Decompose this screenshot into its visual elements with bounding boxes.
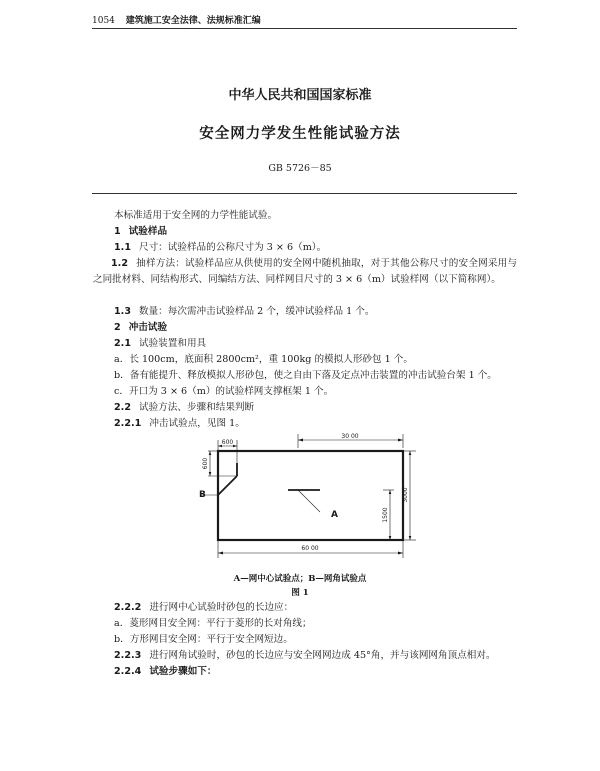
clause-text: 进行网角试验时，砂包的长边应与安全网网边成 45°角，并与该网网角顶点相对。 bbox=[149, 650, 496, 661]
clause-2-2-4 bbox=[114, 664, 216, 680]
arrow-head bbox=[209, 451, 212, 455]
arrow-head bbox=[218, 552, 223, 555]
section-number: 2 bbox=[114, 322, 121, 333]
clause-number: 2.2 bbox=[114, 402, 131, 413]
clause-number: 2.2.1 bbox=[114, 418, 142, 429]
clause-2-2-1 bbox=[114, 416, 245, 432]
section-title: 冲击试验 bbox=[128, 322, 168, 333]
figure-caption: A—网中心试验点；B—网角试验点 bbox=[233, 574, 367, 584]
section-number: 1 bbox=[114, 226, 121, 237]
page-number: 1054 bbox=[92, 16, 115, 26]
clause-text: 试验步骤如下： bbox=[149, 666, 217, 677]
section-1-heading bbox=[114, 224, 167, 240]
dim-label-bottom-width: 60 00 bbox=[301, 545, 319, 552]
title-rule bbox=[92, 193, 517, 194]
list-item-a: a．长 100cm，底面积 2800cm²，重 100kg 的模拟人形砂包 1 个。 bbox=[114, 354, 413, 365]
list-item-a2: a．菱形网目安全网：平行于菱形的长对角线； bbox=[114, 618, 312, 629]
book-title: 建筑施工安全法律、法规标准汇编 bbox=[125, 16, 261, 26]
clause-number: 1.2 bbox=[111, 258, 128, 269]
clause-text: 试验方法、步骤和结果判断 bbox=[139, 402, 255, 413]
clause-number: 2.2.4 bbox=[114, 666, 142, 677]
header-rule bbox=[92, 28, 517, 29]
clause-text: 试验装置和用具 bbox=[139, 338, 207, 349]
list-item-b: b．备有能提升、释放模拟人形砂包，使之自由下落及定点冲击装置的冲击试验台架 1 个。 bbox=[114, 370, 497, 381]
dim-label-height-total: 3000 bbox=[402, 487, 409, 503]
clause-number: 1.1 bbox=[114, 242, 131, 253]
arrow-head bbox=[409, 536, 412, 540]
arrow-head bbox=[389, 490, 392, 494]
figure-title: 图 1 bbox=[291, 588, 309, 598]
clause-text: 尺寸：试验样品的公称尺寸为 3 × 6（m）。 bbox=[139, 242, 327, 253]
clause-1-3 bbox=[114, 304, 374, 320]
clause-number: 2.2.2 bbox=[114, 602, 142, 613]
standard-code: GB 5726－85 bbox=[268, 163, 332, 174]
clause-2-2-2 bbox=[114, 600, 293, 616]
clause-1-2 bbox=[93, 256, 517, 288]
clause-2-2-3 bbox=[114, 648, 496, 664]
clause-2-1 bbox=[114, 336, 206, 352]
clause-number: 1.3 bbox=[114, 306, 131, 317]
arrow-head bbox=[209, 472, 212, 476]
standard-heading: 中华人民共和国国家标准 bbox=[228, 88, 372, 103]
arrow-head bbox=[409, 451, 412, 455]
dim-label-height-half: 1500 bbox=[382, 507, 389, 523]
clause-number: 2.1 bbox=[114, 338, 131, 349]
clause-text: 冲击试验点，见图 1。 bbox=[149, 418, 245, 429]
clause-text: 抽样方法：试验样品应从供使用的安全网中随机抽取，对于其他公称尺寸的安全网采用与之同批材料、同结构形式、同编结方法、同样网目尺寸的 3 × 6（m）试验样网（以下简称网）。 bbox=[93, 258, 517, 285]
clause-1-1 bbox=[114, 240, 326, 256]
running-header bbox=[92, 13, 261, 26]
arrow-head bbox=[233, 445, 237, 448]
list-item-b2: b．方形网目安全网：平行于安全网短边。 bbox=[114, 634, 293, 645]
clause-text: 进行网中心试验时砂包的长边应： bbox=[149, 602, 294, 613]
clause-2-2 bbox=[114, 400, 254, 416]
list-item-c: c．开口为 3 × 6（m）的试验样网支撑框架 1 个。 bbox=[114, 386, 334, 397]
dim-label-top-width: 30 00 bbox=[341, 433, 359, 440]
section-2-heading bbox=[114, 320, 167, 336]
figure-1-diagram bbox=[180, 432, 420, 572]
dim-label-small-side: 600 bbox=[202, 457, 209, 470]
label-b: B bbox=[199, 490, 206, 500]
label-a: A bbox=[331, 510, 338, 520]
net-frame bbox=[218, 451, 403, 540]
corner-test-line bbox=[218, 476, 237, 495]
intro-text: 本标准适用于安全网的力学性能试验。 bbox=[114, 210, 278, 221]
leader-line-a bbox=[298, 490, 320, 512]
dim-label-small-top: 600 bbox=[221, 439, 234, 446]
arrow-head bbox=[398, 552, 403, 555]
clause-text: 数量：每次需冲击试验样品 2 个，缓冲试验样品 1 个。 bbox=[139, 306, 375, 317]
arrow-head bbox=[298, 439, 303, 442]
section-title: 试验样品 bbox=[128, 226, 168, 237]
document-title: 安全网力学发生性能试验方法 bbox=[199, 126, 401, 142]
clause-number: 2.2.3 bbox=[114, 650, 142, 661]
arrow-head bbox=[398, 439, 403, 442]
